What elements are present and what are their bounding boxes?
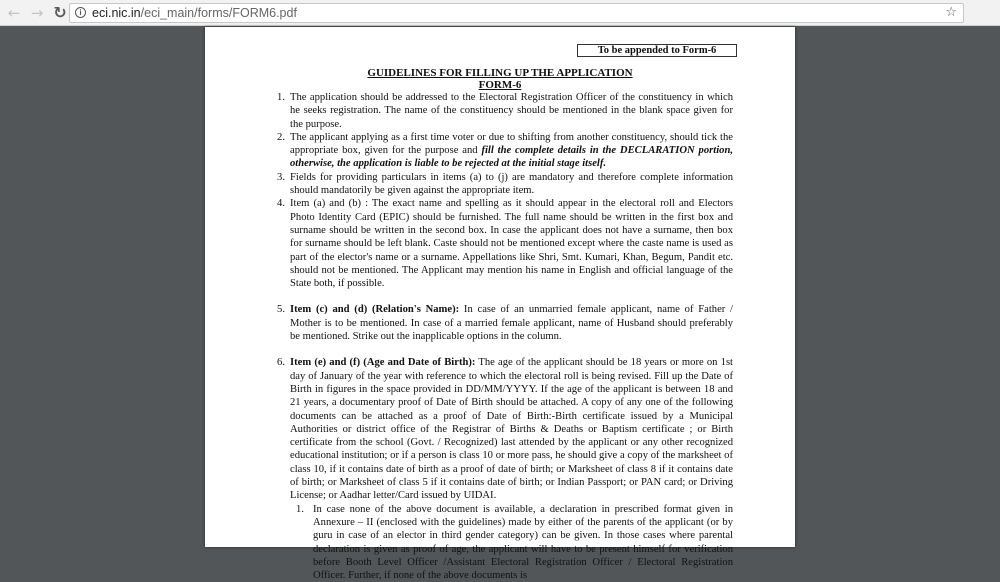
item-text: The applicant applying as a first time voter or due to shifting from another constituency, should tick the appropriate box, given for the purpose and <box>290 131 733 157</box>
browser-toolbar <box>0 0 1000 26</box>
item-number: 4. <box>277 198 285 210</box>
url-host: eci.nic.in <box>92 6 141 20</box>
list-item <box>267 91 733 131</box>
item-text: The age of the applicant should be 18 years or more on 1st day of January of the year with reference to which the electoral roll is being revised. Fill up the Date of Birth in figures in the space provided in DD/MM/YYYY. If the age of the applicant is between 18 and 21 years, a documentary proof of Date of Birth should be attached. A copy of any one of the following documents can be attached as a proof of Date of Birth:-Birth certificate issued by a Municipal Authorities or district office of the Registrar of Births & Deaths or Baptism certificate ; or Birth certificate from the school (Govt. / Recognized) last attended by the applicant or any other recognized educational institution; or if a person is class 10 or more pass, he should give a copy of the marksheet of class 10, if it contains date of birth as a proof of date of birth; or Marksheet of class 8 if it contains date of birth; or Marksheet of class 5 if it contains date of birth; or Indian Passport; or PAN card; or Driving License; or Aadhar letter/Card issued by UIDAI. <box>290 357 734 502</box>
item-number: 1. <box>277 92 285 103</box>
reload-button[interactable] <box>50 3 70 23</box>
item-heading: Item (e) and (f) (Age and Date of Birth): <box>290 357 476 369</box>
list-item <box>267 131 733 171</box>
url-text[interactable] <box>92 6 297 20</box>
item-text: Fields for providing particulars in items (a) to (j) are mandatory and therefore complete information should mandatorily be given against the appropriate item. <box>290 171 733 197</box>
address-bar[interactable] <box>69 3 964 23</box>
arrow-left-icon: ← <box>7 4 21 22</box>
arrow-right-icon: → <box>30 4 44 22</box>
document-subtitle: FORM-6 <box>478 79 522 91</box>
list-item <box>267 171 733 198</box>
item-text: In case of an unmarried female applicant, name of Father / Mother is to be mentioned. In case of a married female applicant, name of Husband should preferably be mentioned. Strike out the inapplicable options in the column. <box>290 304 733 343</box>
sub-item-number: 1. <box>296 503 304 515</box>
url-path: /eci_main/forms/FORM6.pdf <box>140 6 297 20</box>
item-number: 3. <box>277 171 285 183</box>
star-icon[interactable]: ☆ <box>945 5 957 20</box>
pdf-viewer[interactable] <box>0 26 1000 582</box>
item-text: The application should be addressed to the Electoral Registration Officer of the constituency in which he seeks registration. The name of the constituency should be mentioned in the blank space given for the purpose. <box>290 92 733 130</box>
append-note: To be appended to Form-6 <box>577 44 737 57</box>
sub-item-text: In case none of the above document is available, a declaration in prescribed format given in Annexure – II (enclosed with the guidelines) made by either of the parents of the applicant (or by guru in case of an elector in third gender category) can be given. In those cases where parental declaration is given as proof of age, the applicant will have to be present himself for verification before Booth Level Officer /Assistant Electoral Registration Officer / Electoral Registration Officer. Further, if none of the above documents is <box>313 503 733 582</box>
document-title: GUIDELINES FOR FILLING UP THE APPLICATION <box>367 67 633 79</box>
list-item <box>267 197 733 290</box>
forward-button[interactable] <box>27 3 47 23</box>
item-emphasis: fill the complete details in the DECLARATION portion, otherwise, the application is liable to be rejected at the initial stage itself. <box>290 145 733 170</box>
list-item <box>267 356 733 502</box>
sub-list-item <box>290 503 733 582</box>
item-number: 2. <box>277 131 285 143</box>
list-item <box>267 303 733 343</box>
back-button[interactable] <box>4 3 24 23</box>
pdf-page <box>205 27 795 582</box>
item-number: 6. <box>277 357 285 369</box>
info-icon[interactable]: i <box>75 7 86 18</box>
item-text: Item (a) and (b) : The exact name and spelling as it should appear in the electoral roll and Electors Photo Identity Card (EPIC) should be furnished. The full name should be written in the first box and surname should be written in the second box. In case the applicant does not have a surname, then box for surname should be left blank. Caste should not be mentioned except where the caste name is used as part of the elector's name or a surname. Appellations like Shri, Smt. Kumari, Khan, Begum, Pandit etc. should not be mentioned. The Applicant may mention his name in English and official language of the State both, if possible. <box>290 198 733 290</box>
reload-icon: ↻ <box>53 3 67 22</box>
guidelines-list <box>267 91 733 582</box>
item-number: 5. <box>277 304 285 316</box>
item-heading: Item (c) and (d) (Relation's Name): <box>290 304 460 316</box>
